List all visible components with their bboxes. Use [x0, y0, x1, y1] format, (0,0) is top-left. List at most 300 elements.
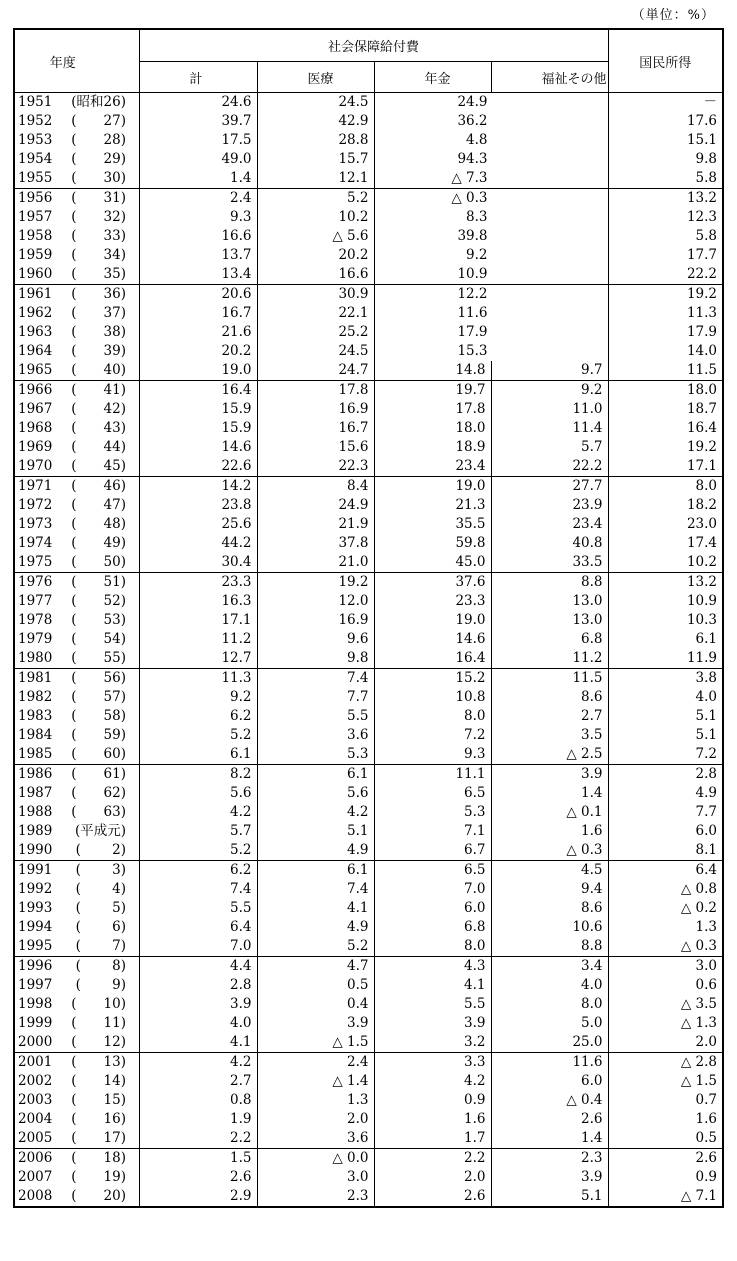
year-era: ( 41): [71, 382, 126, 398]
table-row: [14, 457, 723, 477]
header-total: 計: [139, 62, 257, 93]
cell-year: [14, 265, 139, 285]
cell-year: [14, 1014, 139, 1033]
cell-national-income: 12.3: [608, 208, 723, 227]
cell-medical: △ 0.0: [257, 1149, 374, 1169]
cell-medical: 4.9: [257, 841, 374, 861]
cell-national-income: －: [608, 93, 723, 113]
cell-year: [14, 1053, 139, 1073]
cell-year: [14, 457, 139, 477]
cell-year: [14, 822, 139, 841]
cell-national-income: 13.2: [608, 573, 723, 593]
year-ad: 1951: [18, 94, 53, 110]
table-row: [14, 1033, 723, 1053]
cell-medical: 2.3: [257, 1187, 374, 1207]
cell-pension-welfare: 36.2: [374, 112, 608, 131]
cell-national-income: 8.0: [608, 477, 723, 497]
year-era: ( 54): [71, 631, 126, 647]
cell-year: [14, 688, 139, 707]
cell-pension: 19.7: [374, 381, 491, 401]
cell-total: 23.3: [139, 573, 257, 593]
year-ad: 1953: [18, 132, 53, 148]
year-ad: 1991: [18, 862, 53, 878]
year-ad: 1993: [18, 900, 53, 916]
cell-medical: 5.3: [257, 745, 374, 765]
cell-total: 5.6: [139, 784, 257, 803]
cell-medical: △ 5.6: [257, 227, 374, 246]
cell-total: 6.2: [139, 861, 257, 881]
table-row: [14, 477, 723, 497]
cell-national-income: 2.0: [608, 1033, 723, 1053]
cell-national-income: 5.1: [608, 707, 723, 726]
cell-welfare: 9.4: [491, 880, 608, 899]
cell-medical: 21.0: [257, 553, 374, 573]
cell-medical: 5.2: [257, 937, 374, 957]
cell-pension: 4.2: [374, 1072, 491, 1091]
table-row: [14, 822, 723, 841]
year-ad: 1952: [18, 113, 53, 129]
cell-total: 25.6: [139, 515, 257, 534]
year-ad: 1988: [18, 804, 53, 820]
year-ad: 1994: [18, 919, 53, 935]
table-row: [14, 1187, 723, 1207]
table-row: [14, 1129, 723, 1149]
cell-national-income: 10.2: [608, 553, 723, 573]
year-ad: 1971: [18, 478, 53, 494]
year-era: ( 62): [71, 785, 126, 801]
year-ad: 1967: [18, 401, 53, 417]
cell-national-income: 6.1: [608, 630, 723, 649]
cell-total: 11.2: [139, 630, 257, 649]
cell-medical: 19.2: [257, 573, 374, 593]
cell-national-income: △ 3.5: [608, 995, 723, 1014]
cell-national-income: 0.5: [608, 1129, 723, 1149]
cell-national-income: 6.0: [608, 822, 723, 841]
cell-total: 17.5: [139, 131, 257, 150]
table-row: [14, 1149, 723, 1169]
table-row: [14, 169, 723, 189]
cell-national-income: 1.3: [608, 918, 723, 937]
cell-national-income: 18.7: [608, 400, 723, 419]
cell-national-income: 0.7: [608, 1091, 723, 1110]
cell-year: [14, 438, 139, 457]
unit-label: （単位：%）: [631, 8, 715, 23]
cell-year: [14, 1168, 139, 1187]
year-era: ( 18): [71, 1150, 126, 1166]
year-era: ( 8): [75, 958, 126, 974]
cell-year: [14, 534, 139, 553]
cell-welfare: 2.7: [491, 707, 608, 726]
year-ad: 1996: [18, 958, 53, 974]
cell-pension: 45.0: [374, 553, 491, 573]
cell-national-income: 14.0: [608, 342, 723, 361]
cell-welfare: 27.7: [491, 477, 608, 497]
cell-year: [14, 745, 139, 765]
cell-welfare: 3.4: [491, 957, 608, 977]
cell-year: [14, 726, 139, 745]
year-ad: 1985: [18, 746, 53, 762]
year-era: ( 46): [71, 478, 126, 494]
table-row: [14, 1014, 723, 1033]
year-era: ( 11): [71, 1015, 126, 1031]
table-row: [14, 1053, 723, 1073]
cell-pension: 35.5: [374, 515, 491, 534]
year-ad: 1998: [18, 996, 53, 1012]
cell-medical: 21.9: [257, 515, 374, 534]
cell-national-income: △ 7.1: [608, 1187, 723, 1207]
cell-total: 22.6: [139, 457, 257, 477]
cell-medical: 4.1: [257, 899, 374, 918]
year-ad: 1995: [18, 938, 53, 954]
cell-total: 1.4: [139, 169, 257, 189]
cell-year: [14, 361, 139, 381]
table-row: [14, 669, 723, 689]
cell-welfare: 40.8: [491, 534, 608, 553]
year-ad: 1983: [18, 708, 53, 724]
cell-medical: 20.2: [257, 246, 374, 265]
cell-pension-welfare: 8.3: [374, 208, 608, 227]
cell-medical: 7.4: [257, 669, 374, 689]
cell-year: [14, 419, 139, 438]
year-era: ( 39): [71, 343, 126, 359]
cell-medical: 12.1: [257, 169, 374, 189]
cell-year: [14, 342, 139, 361]
year-era: ( 2): [75, 842, 126, 858]
cell-national-income: 17.7: [608, 246, 723, 265]
cell-year: [14, 669, 139, 689]
cell-national-income: △ 0.3: [608, 937, 723, 957]
cell-year: [14, 880, 139, 899]
cell-medical: 30.9: [257, 285, 374, 305]
cell-year: [14, 592, 139, 611]
cell-national-income: 4.0: [608, 688, 723, 707]
cell-year: [14, 246, 139, 265]
cell-medical: 12.0: [257, 592, 374, 611]
cell-national-income: 22.2: [608, 265, 723, 285]
cell-national-income: 23.0: [608, 515, 723, 534]
cell-national-income: 16.4: [608, 419, 723, 438]
cell-year: [14, 285, 139, 305]
cell-total: 13.4: [139, 265, 257, 285]
cell-welfare: 1.4: [491, 1129, 608, 1149]
cell-year: [14, 573, 139, 593]
cell-pension: 14.6: [374, 630, 491, 649]
cell-total: 5.2: [139, 841, 257, 861]
header-welfare: 福祉その他: [491, 62, 608, 93]
cell-year: [14, 957, 139, 977]
cell-medical: 4.7: [257, 957, 374, 977]
cell-pension: 10.8: [374, 688, 491, 707]
year-ad: 1954: [18, 151, 53, 167]
year-era: ( 50): [71, 554, 126, 570]
cell-national-income: 6.4: [608, 861, 723, 881]
cell-welfare: 3.9: [491, 765, 608, 785]
cell-welfare: 2.3: [491, 1149, 608, 1169]
cell-national-income: 17.9: [608, 323, 723, 342]
table-row: [14, 381, 723, 401]
year-era: ( 51): [71, 574, 126, 590]
table-row: [14, 323, 723, 342]
cell-pension: 17.8: [374, 400, 491, 419]
cell-national-income: 3.0: [608, 957, 723, 977]
cell-year: [14, 227, 139, 246]
cell-welfare: 25.0: [491, 1033, 608, 1053]
cell-welfare: 5.0: [491, 1014, 608, 1033]
year-era: ( 58): [71, 708, 126, 724]
cell-total: 6.4: [139, 918, 257, 937]
cell-year: [14, 304, 139, 323]
cell-pension: 9.3: [374, 745, 491, 765]
cell-pension-welfare: △ 7.3: [374, 169, 608, 189]
cell-year: [14, 515, 139, 534]
year-era: (昭和26): [71, 94, 126, 110]
table-row: [14, 784, 723, 803]
table-row: [14, 573, 723, 593]
cell-medical: 9.6: [257, 630, 374, 649]
cell-pension-welfare: 10.9: [374, 265, 608, 285]
cell-medical: 2.0: [257, 1110, 374, 1129]
cell-welfare: 11.5: [491, 669, 608, 689]
cell-medical: 22.3: [257, 457, 374, 477]
cell-pension: 5.5: [374, 995, 491, 1014]
cell-welfare: 8.6: [491, 899, 608, 918]
cell-national-income: 11.9: [608, 649, 723, 669]
cell-welfare: 3.5: [491, 726, 608, 745]
year-ad: 2006: [18, 1150, 53, 1166]
table-row: [14, 496, 723, 515]
year-ad: 1982: [18, 689, 53, 705]
year-era: ( 5): [75, 900, 126, 916]
year-ad: 2003: [18, 1092, 53, 1108]
year-era: ( 35): [71, 266, 126, 282]
year-era: ( 45): [71, 458, 126, 474]
year-era: ( 28): [71, 132, 126, 148]
table-row: [14, 534, 723, 553]
table-row: [14, 880, 723, 899]
cell-welfare: 33.5: [491, 553, 608, 573]
cell-medical: 0.4: [257, 995, 374, 1014]
year-ad: 1958: [18, 228, 53, 244]
cell-total: 5.2: [139, 726, 257, 745]
cell-pension: 6.5: [374, 784, 491, 803]
year-era: ( 55): [71, 650, 126, 666]
table-row: [14, 841, 723, 861]
table-row: [14, 726, 723, 745]
cell-medical: 37.8: [257, 534, 374, 553]
cell-national-income: 10.9: [608, 592, 723, 611]
cell-pension: 23.3: [374, 592, 491, 611]
cell-welfare: 1.4: [491, 784, 608, 803]
cell-pension: 3.9: [374, 1014, 491, 1033]
cell-total: 44.2: [139, 534, 257, 553]
year-ad: 2004: [18, 1111, 53, 1127]
cell-year: [14, 1187, 139, 1207]
cell-medical: 0.5: [257, 976, 374, 995]
year-ad: 1987: [18, 785, 53, 801]
year-ad: 1977: [18, 593, 53, 609]
cell-medical: 5.2: [257, 189, 374, 209]
year-ad: 2008: [18, 1188, 53, 1204]
table-row: [14, 861, 723, 881]
table-row: [14, 765, 723, 785]
year-era: ( 43): [71, 420, 126, 436]
cell-total: 17.1: [139, 611, 257, 630]
cell-medical: 24.7: [257, 361, 374, 381]
cell-pension-welfare: 39.8: [374, 227, 608, 246]
cell-pension: 4.3: [374, 957, 491, 977]
table-row: [14, 419, 723, 438]
cell-welfare: 11.2: [491, 649, 608, 669]
cell-pension-welfare: 94.3: [374, 150, 608, 169]
cell-welfare: 8.8: [491, 573, 608, 593]
year-era: ( 9): [75, 977, 126, 993]
cell-pension-welfare: 24.9: [374, 93, 608, 113]
cell-pension-welfare: 9.2: [374, 246, 608, 265]
year-era: ( 42): [71, 401, 126, 417]
cell-national-income: △ 0.8: [608, 880, 723, 899]
cell-total: 14.2: [139, 477, 257, 497]
table-row: [14, 937, 723, 957]
cell-medical: 22.1: [257, 304, 374, 323]
year-ad: 1961: [18, 286, 53, 302]
cell-medical: 6.1: [257, 765, 374, 785]
cell-national-income: 10.3: [608, 611, 723, 630]
year-era: ( 61): [71, 766, 126, 782]
cell-welfare: 8.0: [491, 995, 608, 1014]
cell-medical: 10.2: [257, 208, 374, 227]
year-ad: 1968: [18, 420, 53, 436]
cell-national-income: 1.6: [608, 1110, 723, 1129]
cell-medical: 16.9: [257, 611, 374, 630]
cell-pension: 2.2: [374, 1149, 491, 1169]
cell-pension-welfare: 15.3: [374, 342, 608, 361]
cell-total: 14.6: [139, 438, 257, 457]
year-era: ( 38): [71, 324, 126, 340]
cell-year: [14, 1149, 139, 1169]
year-era: ( 4): [75, 881, 126, 897]
year-era: ( 59): [71, 727, 126, 743]
cell-total: 5.7: [139, 822, 257, 841]
cell-welfare: 13.0: [491, 592, 608, 611]
table-row: [14, 361, 723, 381]
year-era: ( 36): [71, 286, 126, 302]
cell-medical: 9.8: [257, 649, 374, 669]
year-era: ( 57): [71, 689, 126, 705]
cell-medical: 25.2: [257, 323, 374, 342]
cell-medical: 15.7: [257, 150, 374, 169]
cell-medical: 5.5: [257, 707, 374, 726]
cell-total: 9.2: [139, 688, 257, 707]
cell-pension-welfare: △ 0.3: [374, 189, 608, 209]
cell-national-income: 18.2: [608, 496, 723, 515]
year-era: ( 52): [71, 593, 126, 609]
cell-welfare: 23.9: [491, 496, 608, 515]
cell-year: [14, 976, 139, 995]
cell-total: 39.7: [139, 112, 257, 131]
year-ad: 1992: [18, 881, 53, 897]
table-row: [14, 189, 723, 209]
cell-year: [14, 1033, 139, 1053]
year-ad: 1976: [18, 574, 53, 590]
cell-pension: 3.3: [374, 1053, 491, 1073]
header-pension: 年金: [374, 62, 491, 93]
table-row: [14, 93, 723, 113]
cell-medical: 8.4: [257, 477, 374, 497]
cell-pension: 7.1: [374, 822, 491, 841]
cell-national-income: 5.1: [608, 726, 723, 745]
table-row: [14, 688, 723, 707]
table-row: [14, 285, 723, 305]
cell-total: 12.7: [139, 649, 257, 669]
cell-total: 1.5: [139, 1149, 257, 1169]
cell-national-income: 0.9: [608, 1168, 723, 1187]
table-row: [14, 707, 723, 726]
year-ad: 1975: [18, 554, 53, 570]
year-ad: 1960: [18, 266, 53, 282]
cell-total: 30.4: [139, 553, 257, 573]
cell-pension: 59.8: [374, 534, 491, 553]
header-medical: 医療: [257, 62, 374, 93]
cell-pension: 6.0: [374, 899, 491, 918]
cell-year: [14, 131, 139, 150]
table-row: [14, 227, 723, 246]
cell-national-income: 3.8: [608, 669, 723, 689]
cell-pension: 18.0: [374, 419, 491, 438]
cell-year: [14, 784, 139, 803]
cell-year: [14, 381, 139, 401]
cell-medical: 5.6: [257, 784, 374, 803]
cell-total: 11.3: [139, 669, 257, 689]
cell-pension: 6.8: [374, 918, 491, 937]
cell-welfare: 11.6: [491, 1053, 608, 1073]
cell-welfare: 9.7: [491, 361, 608, 381]
cell-pension-welfare: 4.8: [374, 131, 608, 150]
year-era: ( 44): [71, 439, 126, 455]
cell-medical: 15.6: [257, 438, 374, 457]
cell-year: [14, 707, 139, 726]
cell-welfare: △ 0.4: [491, 1091, 608, 1110]
cell-national-income: △ 1.3: [608, 1014, 723, 1033]
cell-year: [14, 1129, 139, 1149]
cell-total: 2.9: [139, 1187, 257, 1207]
cell-total: 19.0: [139, 361, 257, 381]
year-era: ( 49): [71, 535, 126, 551]
cell-national-income: △ 2.8: [608, 1053, 723, 1073]
cell-year: [14, 553, 139, 573]
cell-total: 0.8: [139, 1091, 257, 1110]
cell-pension: 3.2: [374, 1033, 491, 1053]
cell-total: 16.7: [139, 304, 257, 323]
year-era: ( 40): [71, 362, 126, 378]
table-row: [14, 611, 723, 630]
cell-year: [14, 803, 139, 822]
cell-pension-welfare: 17.9: [374, 323, 608, 342]
year-era: ( 12): [71, 1034, 126, 1050]
table-row: [14, 592, 723, 611]
cell-pension: 15.2: [374, 669, 491, 689]
cell-total: 2.6: [139, 1168, 257, 1187]
year-ad: 1997: [18, 977, 53, 993]
cell-medical: 3.9: [257, 1014, 374, 1033]
year-era: ( 60): [71, 746, 126, 762]
year-ad: 1969: [18, 439, 53, 455]
cell-total: 3.9: [139, 995, 257, 1014]
year-era: ( 48): [71, 516, 126, 532]
cell-welfare: 5.7: [491, 438, 608, 457]
cell-medical: 16.9: [257, 400, 374, 419]
table-row: [14, 803, 723, 822]
cell-welfare: 3.9: [491, 1168, 608, 1187]
